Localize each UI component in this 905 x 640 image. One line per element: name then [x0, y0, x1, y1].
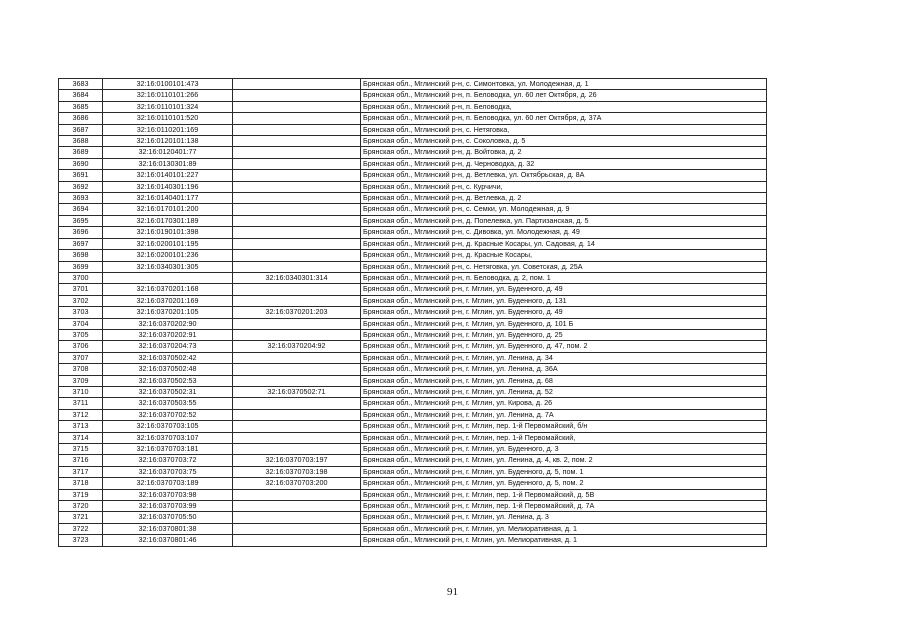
- building-cadastral-number-cell: [233, 204, 361, 215]
- building-cadastral-number-cell: [233, 227, 361, 238]
- cadastral-number-cell: 32:16:0120401:77: [103, 147, 233, 158]
- table-row: [59, 341, 767, 352]
- cadastral-number-cell: 32:16:0120101:138: [103, 136, 233, 147]
- table-row: [59, 512, 767, 523]
- table-row: [59, 181, 767, 192]
- row-number-cell: 3712: [59, 409, 103, 420]
- cadastral-number-cell: 32:16:0370202:91: [103, 329, 233, 340]
- address-cell: Брянская обл., Мглинский р-н, г. Мглин, пер. 1-й Первомайский, д. 7А: [361, 501, 767, 512]
- cadastral-number-cell: 32:16:0110101:324: [103, 101, 233, 112]
- address-cell: Брянская обл., Мглинский р-н, с. Семки, ул. Молодежная, д. 9: [361, 204, 767, 215]
- address-cell: Брянская обл., Мглинский р-н, г. Мглин, ул. Буденного, д. 47, пом. 2: [361, 341, 767, 352]
- address-cell: Брянская обл., Мглинский р-н, г. Мглин, ул. Буденного, д. 25: [361, 329, 767, 340]
- row-number-cell: 3693: [59, 193, 103, 204]
- table-row: [59, 215, 767, 226]
- row-number-cell: 3687: [59, 124, 103, 135]
- building-cadastral-number-cell: [233, 147, 361, 158]
- row-number-cell: 3697: [59, 238, 103, 249]
- address-cell: Брянская обл., Мглинский р-н, г. Мглин, ул. Ленина, д. 7А: [361, 409, 767, 420]
- address-cell: Брянская обл., Мглинский р-н, г. Мглин, ул. Ленина, д. 4, кв. 2, пом. 2: [361, 455, 767, 466]
- address-cell: Брянская обл., Мглинский р-н, г. Мглин, ул. Буденного, д. 3: [361, 444, 767, 455]
- cadastral-number-cell: 32:16:0170101:200: [103, 204, 233, 215]
- cadastral-number-cell: 32:16:0370502:31: [103, 386, 233, 397]
- table-row: [59, 444, 767, 455]
- table-row: [59, 352, 767, 363]
- building-cadastral-number-cell: [233, 158, 361, 169]
- cadastral-number-cell: 32:16:0370801:38: [103, 523, 233, 534]
- address-cell: Брянская обл., Мглинский р-н, г. Мглин, пер. 1-й Первомайский, д. 5В: [361, 489, 767, 500]
- building-cadastral-number-cell: [233, 398, 361, 409]
- building-cadastral-number-cell: [233, 535, 361, 546]
- address-cell: Брянская обл., Мглинский р-н, с. Нетяговка,: [361, 124, 767, 135]
- cadastral-number-cell: 32:16:0370202:90: [103, 318, 233, 329]
- cadastral-number-cell: 32:16:0110101:520: [103, 113, 233, 124]
- table-row: [59, 90, 767, 101]
- building-cadastral-number-cell: 32:16:0370703:197: [233, 455, 361, 466]
- table-row: [59, 523, 767, 534]
- address-cell: Брянская обл., Мглинский р-н, г. Мглин, ул. Буденного, д. 101 Б: [361, 318, 767, 329]
- cadastral-number-cell: 32:16:0110201:169: [103, 124, 233, 135]
- cadastral-number-cell: 32:16:0110101:266: [103, 90, 233, 101]
- cadastral-number-cell: 32:16:0370703:72: [103, 455, 233, 466]
- table-row: [59, 318, 767, 329]
- table-row: [59, 238, 767, 249]
- row-number-cell: 3716: [59, 455, 103, 466]
- row-number-cell: 3698: [59, 250, 103, 261]
- row-number-cell: 3714: [59, 432, 103, 443]
- cadastral-number-cell: 32:16:0370502:48: [103, 364, 233, 375]
- table-row: [59, 227, 767, 238]
- address-cell: Брянская обл., Мглинский р-н, с. Курчичи,: [361, 181, 767, 192]
- row-number-cell: 3715: [59, 444, 103, 455]
- cadastral-number-cell: 32:16:0370703:105: [103, 421, 233, 432]
- address-cell: Брянская обл., Мглинский р-н, д. Черноводка, д. 32: [361, 158, 767, 169]
- building-cadastral-number-cell: [233, 489, 361, 500]
- cadastral-number-cell: 32:16:0370702:52: [103, 409, 233, 420]
- cadastral-number-cell: 32:16:0370703:189: [103, 478, 233, 489]
- building-cadastral-number-cell: [233, 170, 361, 181]
- cadastral-number-cell: 32:16:0340301:305: [103, 261, 233, 272]
- cadastral-number-cell: 32:16:0370204:73: [103, 341, 233, 352]
- row-number-cell: 3720: [59, 501, 103, 512]
- building-cadastral-number-cell: [233, 193, 361, 204]
- cadastral-number-cell: 32:16:0370703:107: [103, 432, 233, 443]
- building-cadastral-number-cell: 32:16:0370703:200: [233, 478, 361, 489]
- row-number-cell: 3695: [59, 215, 103, 226]
- cadastral-number-cell: 32:16:0200101:195: [103, 238, 233, 249]
- cadastral-number-cell: 32:16:0370503:55: [103, 398, 233, 409]
- building-cadastral-number-cell: [233, 113, 361, 124]
- row-number-cell: 3719: [59, 489, 103, 500]
- row-number-cell: 3701: [59, 284, 103, 295]
- table-row: [59, 307, 767, 318]
- address-cell: Брянская обл., Мглинский р-н, г. Мглин, ул. Ленина, д. 36А: [361, 364, 767, 375]
- table-row: [59, 250, 767, 261]
- building-cadastral-number-cell: [233, 512, 361, 523]
- address-cell: Брянская обл., Мглинский р-н, п. Беловодка, ул. 60 лет Октября, д. 37А: [361, 113, 767, 124]
- cadastral-number-cell: 32:16:0190101:398: [103, 227, 233, 238]
- address-cell: Брянская обл., Мглинский р-н, с. Соколовка, д. 5: [361, 136, 767, 147]
- address-cell: Брянская обл., Мглинский р-н, г. Мглин, ул. Кирова, д. 26: [361, 398, 767, 409]
- cadastral-number-cell: 32:16:0370201:105: [103, 307, 233, 318]
- table-row: [59, 272, 767, 283]
- table-row: [59, 409, 767, 420]
- cadastral-number-cell: 32:16:0170301:189: [103, 215, 233, 226]
- building-cadastral-number-cell: [233, 90, 361, 101]
- address-cell: Брянская обл., Мглинский р-н, д. Попелевка, ул. Партизанская, д. 5: [361, 215, 767, 226]
- building-cadastral-number-cell: [233, 295, 361, 306]
- table-row: [59, 398, 767, 409]
- table-row: [59, 284, 767, 295]
- address-cell: Брянская обл., Мглинский р-н, г. Мглин, ул. Ленина, д. 68: [361, 375, 767, 386]
- row-number-cell: 3718: [59, 478, 103, 489]
- building-cadastral-number-cell: 32:16:0370502:71: [233, 386, 361, 397]
- building-cadastral-number-cell: [233, 238, 361, 249]
- address-cell: Брянская обл., Мглинский р-н, д. Ветлевка, д. 2: [361, 193, 767, 204]
- building-cadastral-number-cell: [233, 318, 361, 329]
- row-number-cell: 3709: [59, 375, 103, 386]
- table-row: [59, 375, 767, 386]
- address-cell: Брянская обл., Мглинский р-н, с. Нетяговка, ул. Советская, д. 25А: [361, 261, 767, 272]
- row-number-cell: 3704: [59, 318, 103, 329]
- cadastral-number-cell: [103, 272, 233, 283]
- building-cadastral-number-cell: [233, 329, 361, 340]
- cadastral-number-cell: 32:16:0370201:168: [103, 284, 233, 295]
- address-cell: Брянская обл., Мглинский р-н, с. Дивовка, ул. Молодежная, д. 49: [361, 227, 767, 238]
- address-cell: Брянская обл., Мглинский р-н, г. Мглин, ул. Буденного, д. 49: [361, 307, 767, 318]
- building-cadastral-number-cell: [233, 352, 361, 363]
- building-cadastral-number-cell: [233, 250, 361, 261]
- table-row: [59, 124, 767, 135]
- cadastral-number-cell: 32:16:0200101:236: [103, 250, 233, 261]
- building-cadastral-number-cell: [233, 432, 361, 443]
- cadastral-number-cell: 32:16:0140301:196: [103, 181, 233, 192]
- building-cadastral-number-cell: [233, 215, 361, 226]
- building-cadastral-number-cell: [233, 364, 361, 375]
- cadastral-number-cell: 32:16:0130301:89: [103, 158, 233, 169]
- row-number-cell: 3696: [59, 227, 103, 238]
- table-row: [59, 193, 767, 204]
- cadastral-number-cell: 32:16:0140101:227: [103, 170, 233, 181]
- row-number-cell: 3707: [59, 352, 103, 363]
- row-number-cell: 3690: [59, 158, 103, 169]
- building-cadastral-number-cell: [233, 124, 361, 135]
- table-row: [59, 113, 767, 124]
- row-number-cell: 3717: [59, 466, 103, 477]
- building-cadastral-number-cell: [233, 101, 361, 112]
- address-cell: Брянская обл., Мглинский р-н, г. Мглин, ул. Ленина, д. 52: [361, 386, 767, 397]
- cadastral-number-cell: 32:16:0140401:177: [103, 193, 233, 204]
- row-number-cell: 3702: [59, 295, 103, 306]
- address-cell: Брянская обл., Мглинский р-н, г. Мглин, ул. Мелиоративная, д. 1: [361, 535, 767, 546]
- table-row: [59, 535, 767, 546]
- address-cell: Брянская обл., Мглинский р-н, г. Мглин, пер. 1-й Первомайский, б/н: [361, 421, 767, 432]
- row-number-cell: 3711: [59, 398, 103, 409]
- address-cell: Брянская обл., Мглинский р-н, п. Беловодка,: [361, 101, 767, 112]
- building-cadastral-number-cell: [233, 136, 361, 147]
- address-cell: Брянская обл., Мглинский р-н, г. Мглин, ул. Мелиоративная, д. 1: [361, 523, 767, 534]
- table-row: [59, 478, 767, 489]
- row-number-cell: 3699: [59, 261, 103, 272]
- address-cell: Брянская обл., Мглинский р-н, г. Мглин, ул. Буденного, д. 5, пом. 1: [361, 466, 767, 477]
- building-cadastral-number-cell: [233, 444, 361, 455]
- table-row: [59, 329, 767, 340]
- address-cell: Брянская обл., Мглинский р-н, п. Беловодка, д. 2, пом. 1: [361, 272, 767, 283]
- cadastral-number-cell: 32:16:0370801:46: [103, 535, 233, 546]
- building-cadastral-number-cell: [233, 181, 361, 192]
- building-cadastral-number-cell: [233, 501, 361, 512]
- cadastral-number-cell: 32:16:0370201:169: [103, 295, 233, 306]
- row-number-cell: 3708: [59, 364, 103, 375]
- building-cadastral-number-cell: 32:16:0370204:92: [233, 341, 361, 352]
- row-number-cell: 3703: [59, 307, 103, 318]
- row-number-cell: 3688: [59, 136, 103, 147]
- address-cell: Брянская обл., Мглинский р-н, г. Мглин, ул. Буденного, д. 131: [361, 295, 767, 306]
- table-row: [59, 455, 767, 466]
- address-cell: Брянская обл., Мглинский р-н, д. Красные Косары, ул. Садовая, д. 14: [361, 238, 767, 249]
- building-cadastral-number-cell: [233, 375, 361, 386]
- table-row: [59, 386, 767, 397]
- address-cell: Брянская обл., Мглинский р-н, п. Беловодка, ул. 60 лет Октября, д. 26: [361, 90, 767, 101]
- row-number-cell: 3694: [59, 204, 103, 215]
- row-number-cell: 3722: [59, 523, 103, 534]
- table-row: [59, 204, 767, 215]
- building-cadastral-number-cell: 32:16:0370703:198: [233, 466, 361, 477]
- row-number-cell: 3706: [59, 341, 103, 352]
- row-number-cell: 3689: [59, 147, 103, 158]
- row-number-cell: 3723: [59, 535, 103, 546]
- table-row: [59, 432, 767, 443]
- row-number-cell: 3686: [59, 113, 103, 124]
- address-cell: Брянская обл., Мглинский р-н, г. Мглин, ул. Буденного, д. 49: [361, 284, 767, 295]
- row-number-cell: 3700: [59, 272, 103, 283]
- row-number-cell: 3684: [59, 90, 103, 101]
- table-row: [59, 261, 767, 272]
- cadastral-number-cell: 32:16:0370705:50: [103, 512, 233, 523]
- cadastral-number-cell: 32:16:0370703:75: [103, 466, 233, 477]
- table-row: [59, 466, 767, 477]
- address-cell: Брянская обл., Мглинский р-н, д. Красные Косары,: [361, 250, 767, 261]
- table-row: [59, 79, 767, 90]
- cadastral-number-cell: 32:16:0370703:99: [103, 501, 233, 512]
- address-cell: Брянская обл., Мглинский р-н, г. Мглин, ул. Ленина, д. 3: [361, 512, 767, 523]
- building-cadastral-number-cell: [233, 261, 361, 272]
- address-cell: Брянская обл., Мглинский р-н, г. Мглин, ул. Буденного, д. 5, пом. 2: [361, 478, 767, 489]
- page-number: 91: [447, 586, 458, 598]
- building-cadastral-number-cell: 32:16:0340301:314: [233, 272, 361, 283]
- building-cadastral-number-cell: [233, 284, 361, 295]
- row-number-cell: 3710: [59, 386, 103, 397]
- address-cell: Брянская обл., Мглинский р-н, г. Мглин, пер. 1-й Первомайский,: [361, 432, 767, 443]
- row-number-cell: 3721: [59, 512, 103, 523]
- table-row: [59, 147, 767, 158]
- building-cadastral-number-cell: [233, 421, 361, 432]
- row-number-cell: 3683: [59, 79, 103, 90]
- cadastral-number-cell: 32:16:0370502:42: [103, 352, 233, 363]
- cadastral-number-cell: 32:16:0370703:181: [103, 444, 233, 455]
- address-cell: Брянская обл., Мглинский р-н, д. Ветлевка, ул. Октябрьская, д. 8А: [361, 170, 767, 181]
- address-cell: Брянская обл., Мглинский р-н, с. Симонтовка, ул. Молодежная, д. 1: [361, 79, 767, 90]
- row-number-cell: 3692: [59, 181, 103, 192]
- cadastral-number-cell: 32:16:0370703:98: [103, 489, 233, 500]
- registry-table-body: [59, 79, 767, 547]
- table-row: [59, 101, 767, 112]
- cadastral-number-cell: 32:16:0100101:473: [103, 79, 233, 90]
- building-cadastral-number-cell: [233, 409, 361, 420]
- building-cadastral-number-cell: [233, 523, 361, 534]
- table-row: [59, 421, 767, 432]
- table-row: [59, 489, 767, 500]
- table-row: [59, 136, 767, 147]
- building-cadastral-number-cell: [233, 79, 361, 90]
- registry-table: [58, 78, 767, 547]
- row-number-cell: 3685: [59, 101, 103, 112]
- row-number-cell: 3713: [59, 421, 103, 432]
- table-row: [59, 501, 767, 512]
- address-cell: Брянская обл., Мглинский р-н, д. Войтовка, д. 2: [361, 147, 767, 158]
- cadastral-number-cell: 32:16:0370502:53: [103, 375, 233, 386]
- row-number-cell: 3691: [59, 170, 103, 181]
- building-cadastral-number-cell: 32:16:0370201:203: [233, 307, 361, 318]
- table-row: [59, 158, 767, 169]
- row-number-cell: 3705: [59, 329, 103, 340]
- address-cell: Брянская обл., Мглинский р-н, г. Мглин, ул. Ленина, д. 34: [361, 352, 767, 363]
- table-row: [59, 295, 767, 306]
- table-row: [59, 170, 767, 181]
- table-row: [59, 364, 767, 375]
